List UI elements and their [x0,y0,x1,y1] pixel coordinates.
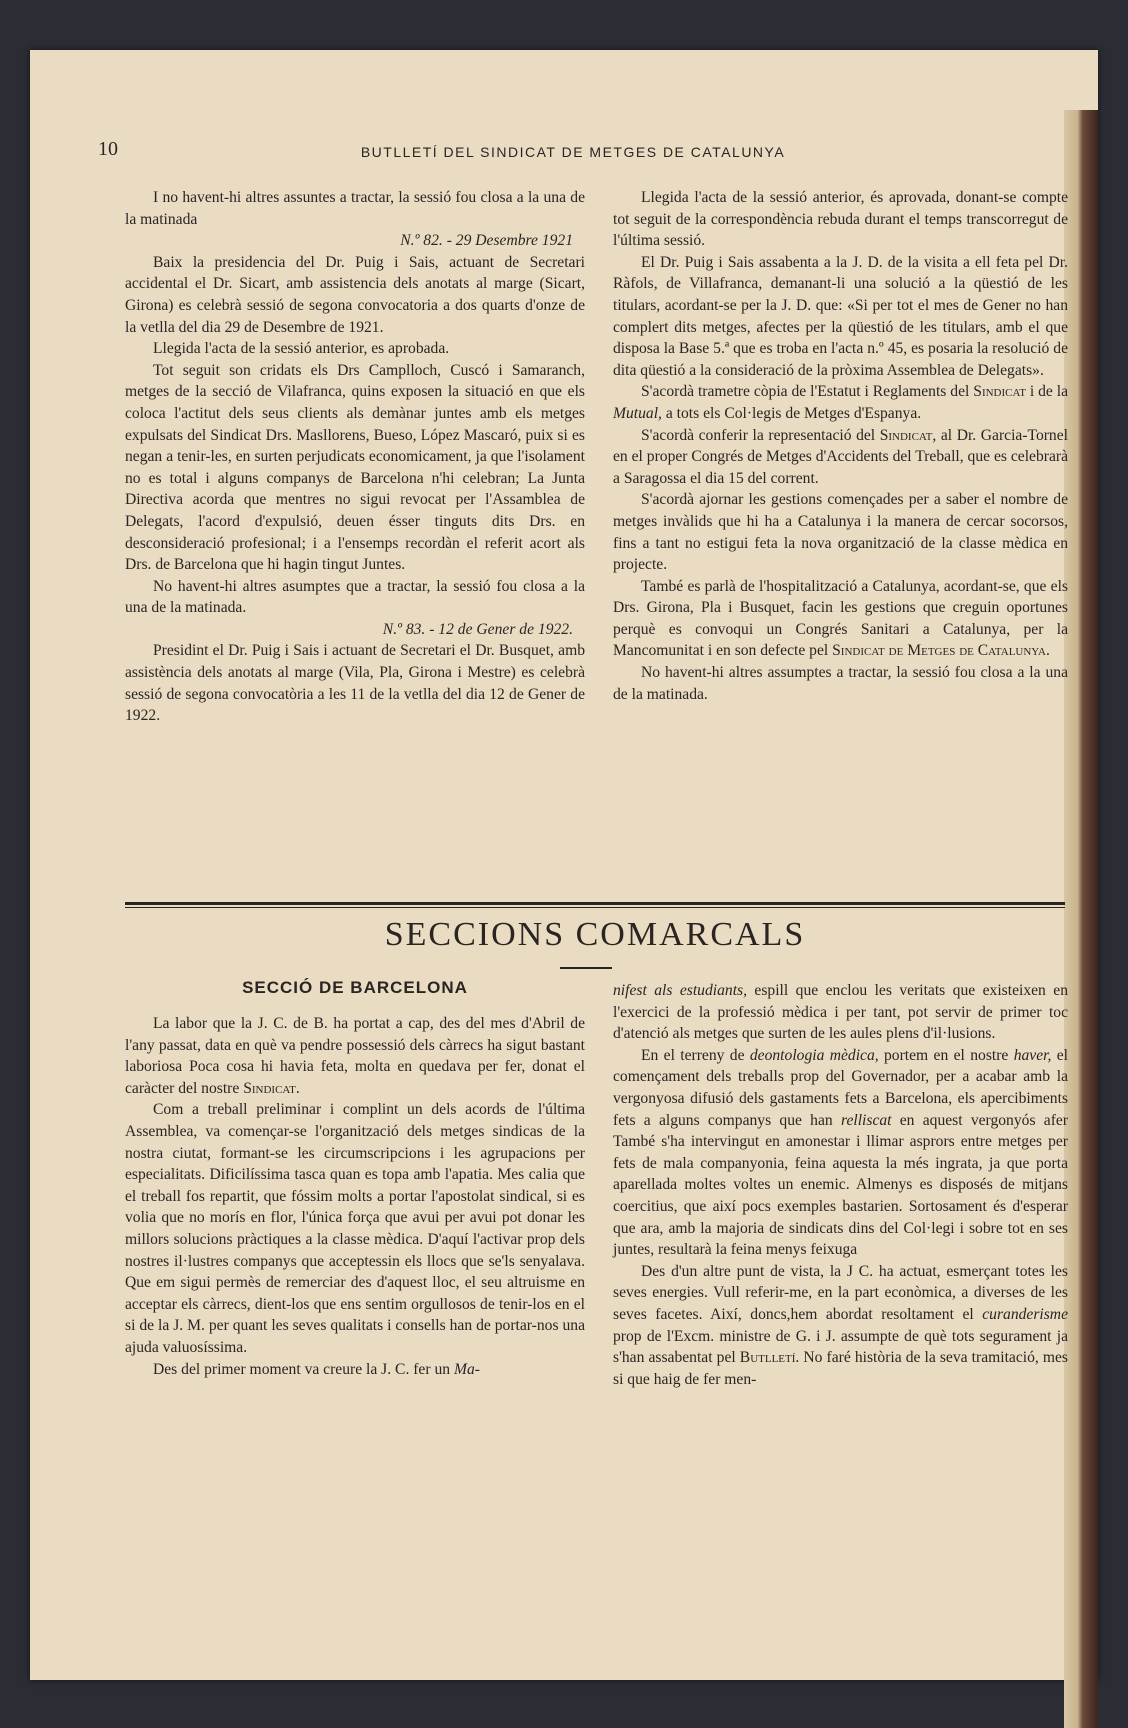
section-divider-thin [125,907,1065,908]
column-4 [613,980,1068,1390]
page-number: 10 [98,138,118,160]
paragraph: No havent-hi altres asumptes que a tractar, la sessió fou closa a la una de la matinada. [125,577,585,617]
session-dateline: N.º 83. - 12 de Gener de 1922. [382,620,573,638]
column-3 [125,1013,585,1380]
paragraph: També es parlà de l'hospitalització a Catalunya, acordant-se, que els Drs. Girona, Pla i Busquet, facin les gestions que creguin oportunes perquè es convoqui un Congrés Sanitari a Catalunya, per la Mancomunitat i en son defecte pel Sindicat de Metges de Catalunya. [613,577,1068,660]
paragraph: Com a treball preliminar i complint un dels acords de l'última Assemblea, va començar-se l'organització dels metges sindicas de la nostra ciutat, formant-se les circumscripcions i les agrupacions per especialitats. Dificilíssima tasca quan es topa amb l'apatia. Mes calia que el treball fos repartit, que fóssim molts a portar l'apostolat sindical, si es volia que no morís en flor, l'única força que avui per avui pot donar les millors solucions pràctiques a la classe mèdica. D'aquí l'activar prop dels nostres il·lustres companys que acceptessin els llocs que se'ls senyalava. Que em sigui permès de remerciar des d'aquest lloc, el seu altruisme en acceptar els càrrecs, dient-los que ens sentim orgullosos de tenir-los en el si de la J. M. per quant les seves qualitats i consells han de portar-nos una ajuda valuosíssima. [125,1101,585,1356]
paragraph: No havent-hi altres assumptes a tractar, la sessió fou closa a la una de la matinada. [613,664,1068,703]
section-title: SECCIONS COMARCALS [384,916,806,953]
paragraph: El Dr. Puig i Sais assabenta a la J. D. de la visita a ell feta pel Dr. Ràfols, de Villafranca, demanant-li una solució a la qüestió de les titulars, acordant-se per la J. D. que: «Si per tot el mes de Gener no han complert dits metges, afectes per la qüestió de les titulars, amb el que disposa la Base 5.ª que es troba en l'acta n.º 45, es posaria la resolució de dita qüestió a la consideració de la pròxima Assemblea de Delegats». [613,253,1068,379]
paragraph: La labor que la J. C. de B. ha portat a cap, des del mes d'Abril de l'any passat, data en què va pendre possessió dels càrrecs ha sigut bastant laboriosa Poca cosa hi havia feta, molta en quedava per fer, donat el caràcter del nostre Sindicat. [125,1015,585,1097]
paragraph: Tot seguit son cridats els Drs Camplloch, Cuscó i Samaranch, metges de la secció de Vilafranca, quins exposen la situació en que els coloca l'actitut dels seus clients als demànar juntes amb els metges expulsats del Sindicat Drs. Masllorens, Bueso, López Mascaró, puix si es negan a tenir-les, en surten perjudicats economicament, ja que l'isolament no es total i alguns companys de Barcelona n'hi celebran; La Junta Directiva acorda que mentres no sigui revocat per l'Assamblea de Delegats, l'acord d'expulsió, deuen ésser tinguts dits Drs. en desconsideració profesional; i a l'ensemps recordàn el referit acort als Drs. de Barcelona que hi hagin tingut Juntes. [125,361,585,574]
paragraph: Presidint el Dr. Puig i Sais i actuant de Secretari el Dr. Busquet, amb assistència dels anotats al marge (Vila, Pla, Girona i Mestre) es celebrà sessió de segona convocatòria a les 11 de la vetlla del dia 12 de Gener de 1922. [125,642,585,725]
paragraph: I no havent-hi altres assuntes a tractar, la sessió fou closa a la una de la matinada [125,189,585,228]
subsection-title: SECCIÓ DE BARCELONA [242,978,468,997]
page-header [98,138,1048,164]
paragraph: Des d'un altre punt de vista, la J C. ha actuat, esmerçant totes les seves energies. Vull referir-me, en la part econòmica, a diverses de les seves facetes. Així, doncs,hem abordat resoltament el curanderisme prop de l'Excm. ministre de G. i J. assumpte de què tots segurament ja s'han assabentat pel Butlletí. No faré història de la seva tramitació, mes si que haig de fer men- [613,1262,1068,1388]
paragraph: Llegida l'acta de la sessió anterior, és aprovada, donant-se compte tot seguit de la correspondència rebuda durant el temps transcorregut de l'última sessió. [613,189,1068,250]
paragraph: Llegida l'acta de la sessió anterior, es aprobada. [153,340,450,358]
title-underline [560,967,612,969]
paragraph: Des del primer moment va creure la J. C. fer un Ma- [153,1360,480,1378]
paragraph: S'acordà conferir la representació del Sindicat, al Dr. Garcia-Tornel en el proper Congrés de Metges d'Accidents del Treball, que es celebrarà a Saragossa el dia 15 del corrent. [613,426,1068,487]
paragraph: nifest als estudiants, espill que enclou les veritats que existeixen en l'exercici de la professió mèdica i per tant, pot servir de primer toc d'atenció als metges que surten de les aules plens d'il·lusions. [613,982,1069,1043]
running-title: BUTLLETÍ DEL SINDICAT DE METGES DE CATALUNYA [360,144,786,160]
page-edge [1064,110,1098,1728]
paragraph: S'acordà trametre còpia de l'Estatut i Reglaments del Sindicat i de la Mutual, a tots els Col·legis de Metges d'Espanya. [613,383,1068,422]
column-1 [125,187,585,727]
paragraph: En el terreny de deontologia mèdica, portem en el nostre haver, el començament dels treballs prop del Governador, per a acabar amb la vergonyosa difusió dels gastaments fets a Barcelona, els apercibiments fets a alguns companys que han relliscat en aquest vergonyós afer També s'ha intervingut en amonestar i llimar asprors entre metges per fets de mala companyonia, feina aquesta la més ingrata, ja que porta aparellada moltes voltes un enemic. Almenys es disposés de mitjans coercitius, que així pocs exemples bastarien. Sortosament és d'esperar que ara, amb la majoria de sindicats dins del Col·legi i sobre tot en ses juntes, resultarà la feina menys feixuga [613,1046,1068,1259]
column-2 [613,187,1068,705]
section-divider [125,902,1065,905]
session-dateline: N.º 82. - 29 Desembre 1921 [400,232,573,250]
paragraph: S'acordà ajornar les gestions començades per a saber el nombre de metges invàlids que hi ha a Catalunya i la manera de cercar socorsos, fins a tant no estigui feta la nova organització de la classe mèdica en projecte. [613,491,1068,574]
paragraph: Baix la presidencia del Dr. Puig i Sais, actuant de Secretari accidental el Dr. Sicart, amb assistencia dels anotats al marge (Sicart, Girona) es celebrà sessió de segona convocatoria a dos quarts d'onze de la vetlla del dia 29 de Desembre de 1921. [125,253,585,336]
